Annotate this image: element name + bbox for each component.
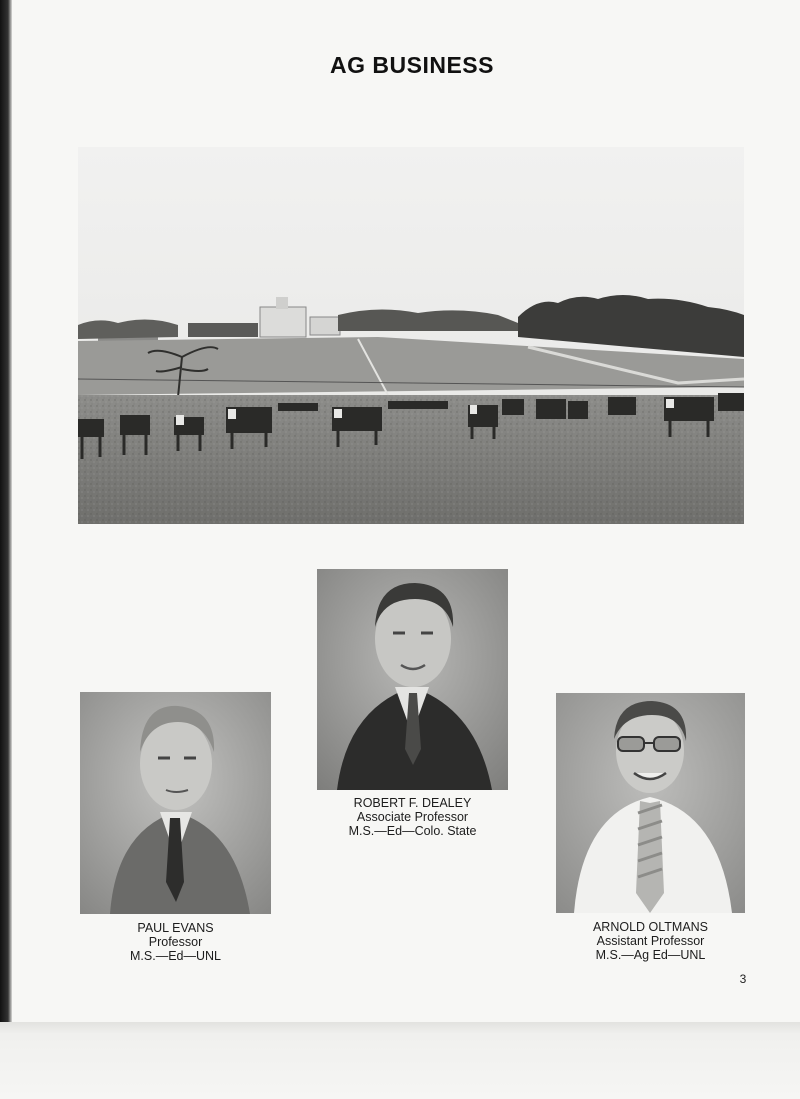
faculty-title: Assistant Professor: [596, 934, 705, 948]
faculty-title: Associate Professor: [356, 810, 469, 824]
faculty-degree: M.S.—Ed—UNL: [130, 949, 221, 963]
caption-arnold-oltmans: [550, 920, 751, 962]
binding-edge: [0, 0, 12, 1025]
portrait-paul-evans: [80, 692, 271, 914]
page-title: AG BUSINESS: [330, 52, 494, 78]
portrait-robert-dealey: [317, 569, 508, 790]
faculty-degree: M.S.—Ed—Colo. State: [348, 824, 477, 838]
faculty-name: ARNOLD OLTMANS: [592, 920, 709, 934]
caption-robert-dealey: [317, 796, 508, 838]
faculty-degree: M.S.—Ag Ed—UNL: [595, 948, 706, 962]
faculty-name: ROBERT F. DEALEY: [353, 796, 472, 810]
cattle-feedlot-photo: [78, 147, 744, 524]
page-bottom-band: [0, 1022, 800, 1099]
faculty-title: Professor: [148, 935, 203, 949]
portrait-arnold-oltmans: [556, 693, 745, 913]
faculty-name: PAUL EVANS: [137, 921, 214, 935]
page-number: 3: [739, 972, 747, 986]
caption-paul-evans: [75, 921, 276, 963]
